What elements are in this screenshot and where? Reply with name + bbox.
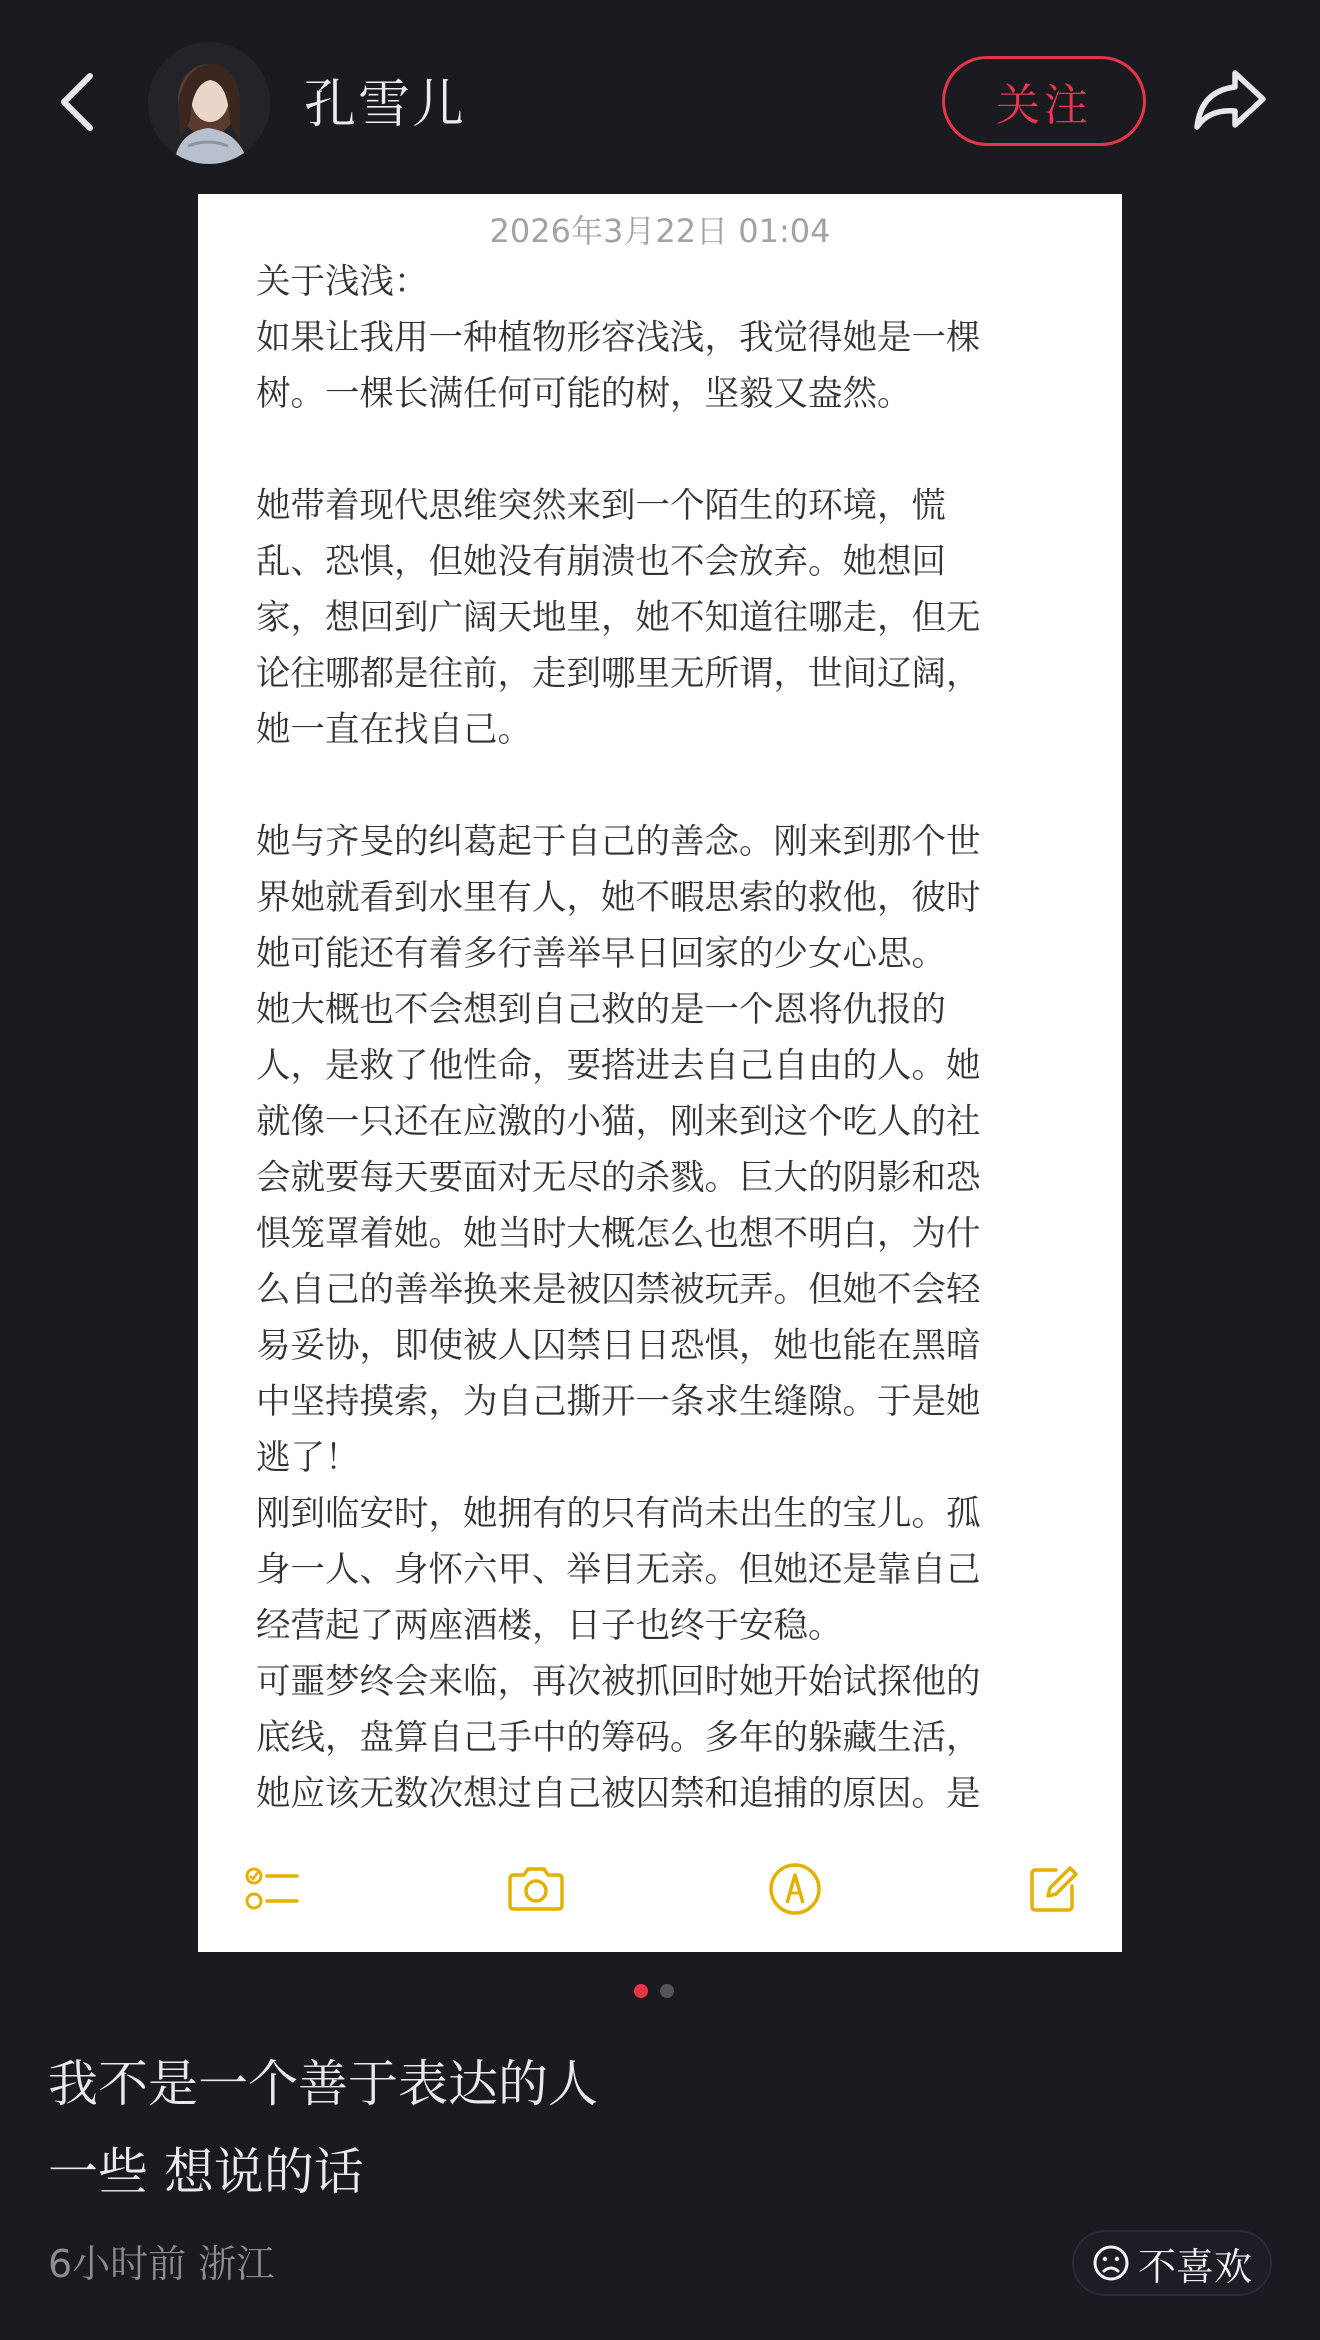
- avatar[interactable]: [148, 42, 270, 164]
- page-dot[interactable]: [660, 1984, 674, 1998]
- note-line: 关于浅浅：: [256, 262, 429, 302]
- avatar-image: [148, 42, 270, 164]
- note-line: 身一人、身怀六甲、举目无亲。但她还是靠自己: [256, 1550, 981, 1590]
- follow-button[interactable]: 关注: [942, 56, 1146, 146]
- note-body: [256, 254, 1056, 1822]
- note-line: 家，想回到广阔天地里，她不知道往哪走，但无: [256, 598, 981, 638]
- note-line: [256, 422, 1056, 478]
- note-line: 么自己的善举换来是被囚禁被玩弄。但她不会轻: [256, 1270, 981, 1310]
- note-line: [256, 758, 1056, 814]
- note-line: 底线，盘算自己手中的筹码。多年的躲藏生活，: [256, 1718, 981, 1758]
- note-line: 会就要每天要面对无尽的杀戮。巨大的阴影和恐: [256, 1158, 981, 1198]
- note-image-card[interactable]: [198, 194, 1122, 1952]
- note-line: 她与齐旻的纠葛起于自己的善念。刚来到那个世: [256, 822, 981, 862]
- note-line: 可噩梦终会来临，再次被抓回时她开始试探他的: [256, 1662, 981, 1702]
- note-line: 她大概也不会想到自己救的是一个恩将仇报的: [256, 990, 946, 1030]
- checklist-button[interactable]: [238, 1854, 308, 1924]
- note-line: 人，是救了他性命，要搭进去自己自由的人。她: [256, 1046, 981, 1086]
- note-line: 她应该无数次想过自己被囚禁和追捕的原因。是: [256, 1774, 981, 1814]
- note-line: 乱、恐惧，但她没有崩溃也不会放弃。她想回: [256, 542, 946, 582]
- note-line: 她带着现代思维突然来到一个陌生的环境，慌: [256, 486, 946, 526]
- camera-icon: [506, 1865, 566, 1913]
- compose-icon: [1026, 1862, 1080, 1916]
- note-line: 论往哪都是往前，走到哪里无所谓，世间辽阔，: [256, 654, 981, 694]
- note-line: 就像一只还在应激的小猫，刚来到这个吃人的社: [256, 1102, 981, 1142]
- caption-line: 一些 想说的话: [48, 2143, 364, 2201]
- share-button[interactable]: [1188, 58, 1272, 142]
- note-line: 树。一棵长满任何可能的树，坚毅又盎然。: [256, 374, 912, 414]
- note-line: 逃了！: [256, 1438, 360, 1478]
- note-line: 惧笼罩着她。她当时大概怎么也想不明白，为什: [256, 1214, 981, 1254]
- author-name[interactable]: 孔雪儿: [304, 75, 467, 135]
- share-arrow-icon: [1191, 67, 1269, 133]
- note-line: 经营起了两座酒楼，日子也终于安稳。: [256, 1606, 843, 1646]
- caption-line: 我不是一个善于表达的人: [48, 2055, 598, 2113]
- camera-button[interactable]: [501, 1854, 571, 1924]
- dislike-label: 不喜欢: [1137, 2244, 1252, 2289]
- page-indicator: [630, 1984, 690, 2000]
- post-time-location: 6小时前 浙江: [48, 2242, 275, 2286]
- chevron-left-icon: [56, 70, 100, 134]
- frown-face-icon: [1092, 2244, 1130, 2282]
- note-line: 中坚持摸索，为自己撕开一条求生缝隙。于是她: [256, 1382, 981, 1422]
- post-caption: [48, 2040, 1248, 2216]
- note-line: 她可能还有着多行善举早日回家的少女心思。: [256, 934, 946, 974]
- page-dot-active[interactable]: [634, 1984, 648, 1998]
- note-line: 她一直在找自己。: [256, 710, 532, 750]
- note-line: 刚到临安时，她拥有的只有尚未出生的宝儿。孤: [256, 1494, 981, 1534]
- back-button[interactable]: [48, 62, 108, 142]
- compose-button[interactable]: [1018, 1854, 1088, 1924]
- dislike-button[interactable]: [1072, 2230, 1272, 2296]
- checklist-icon: [245, 1864, 301, 1914]
- top-bar: [0, 0, 1320, 200]
- note-line: 如果让我用一种植物形容浅浅，我觉得她是一棵: [256, 318, 981, 358]
- note-line: 易妥协，即使被人囚禁日日恐惧，她也能在黑暗: [256, 1326, 981, 1366]
- note-date: 2026年3月22日 01:04: [489, 212, 831, 250]
- notes-toolbar: [198, 1834, 1122, 1934]
- markup-pen-icon: [767, 1861, 823, 1917]
- markup-button[interactable]: [760, 1854, 830, 1924]
- note-line: 界她就看到水里有人，她不暇思索的救他，彼时: [256, 878, 981, 918]
